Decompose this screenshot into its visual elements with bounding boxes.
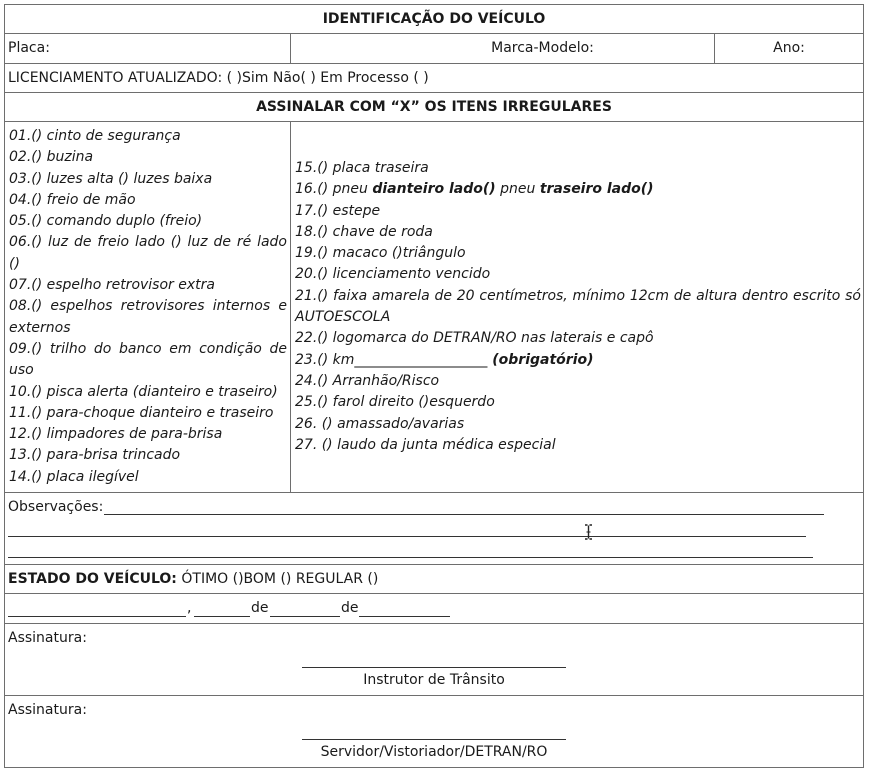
- signature-line[interactable]: [302, 667, 566, 668]
- item-text: 16.() pneu: [295, 181, 373, 198]
- observacoes-line-3[interactable]: [8, 557, 813, 558]
- date-year-blank[interactable]: [359, 616, 450, 617]
- list-item[interactable]: 13.() para-brisa trincado: [9, 447, 181, 464]
- list-item[interactable]: [295, 179, 861, 200]
- list-item[interactable]: 03.() luzes alta () luzes baixa: [9, 170, 213, 187]
- list-item[interactable]: 18.() chave de roda: [295, 223, 433, 240]
- placa-field[interactable]: Placa:: [8, 40, 50, 56]
- item-text-bold: (obrigatório): [487, 351, 594, 368]
- observacoes-line-1[interactable]: [104, 514, 824, 515]
- title-row: [5, 5, 863, 34]
- item-text: pneu: [495, 181, 540, 198]
- km-blank[interactable]: ___________________: [354, 351, 488, 368]
- list-item[interactable]: 05.() comando duplo (freio): [9, 213, 203, 230]
- list-item[interactable]: 07.() espelho retrovisor extra: [9, 277, 215, 294]
- list-item[interactable]: 06.() luz de freio lado () luz de ré lado (): [9, 234, 287, 272]
- date-de-2: de: [341, 600, 359, 616]
- list-item[interactable]: 19.() macaco ()triângulo: [295, 245, 466, 262]
- estado-options[interactable]: ÓTIMO ()BOM () REGULAR (): [176, 571, 379, 587]
- marca-modelo-field[interactable]: Marca-Modelo:: [491, 40, 594, 56]
- items-left-list: [9, 126, 287, 488]
- list-item[interactable]: 21.() faixa amarela de 20 centímetros, mínimo 12cm de altura dentro escrito só AUTOESCOLA: [295, 287, 861, 326]
- list-item[interactable]: 24.() Arranhão/Risco: [295, 372, 440, 389]
- estado-label: ESTADO DO VEÍCULO:: [8, 571, 177, 587]
- list-item[interactable]: 26. () amassado/avarias: [295, 415, 465, 432]
- estado-text[interactable]: [8, 565, 378, 593]
- signature-role: Instrutor de Trânsito: [363, 672, 505, 688]
- list-item[interactable]: 20.() licenciamento vencido: [295, 266, 491, 283]
- date-place-blank[interactable]: [8, 616, 186, 617]
- list-item[interactable]: 14.() placa ilegível: [9, 468, 139, 485]
- vehicle-form: [4, 4, 864, 768]
- estado-row: [5, 565, 863, 594]
- list-item[interactable]: 15.() placa traseira: [295, 160, 429, 176]
- date-day-blank[interactable]: [194, 616, 250, 617]
- vehicle-fields-row: [5, 34, 863, 64]
- list-item[interactable]: 02.() buzina: [9, 149, 94, 166]
- list-item[interactable]: 01.() cinto de segurança: [9, 128, 181, 144]
- signature-line[interactable]: [302, 739, 566, 740]
- list-item[interactable]: 08.() espelhos retrovisores internos e externos: [9, 298, 287, 336]
- licenciamento-text[interactable]: LICENCIAMENTO ATUALIZADO: ( )Sim Não( ) Em Processo ( ): [8, 70, 429, 86]
- signature-row-2: [5, 696, 863, 768]
- list-item[interactable]: 12.() limpadores de para-brisa: [9, 426, 223, 443]
- signature-row-1: [5, 624, 863, 696]
- item-text-bold: traseiro lado(): [539, 181, 654, 198]
- list-item[interactable]: 10.() pisca alerta (dianteiro e traseiro): [9, 383, 278, 400]
- section-heading-row: [5, 93, 863, 122]
- date-de-1: de: [251, 600, 269, 616]
- section-heading: ASSINALAR COM “X” OS ITENS IRREGULARES: [256, 99, 612, 115]
- signature-label: Assinatura:: [8, 630, 87, 646]
- observacoes-label: Observações:: [8, 499, 104, 515]
- date-row: [5, 594, 863, 624]
- item-text-bold: dianteiro lado(): [372, 181, 496, 198]
- items-row: [5, 122, 863, 493]
- text-cursor-icon: [584, 524, 593, 540]
- observacoes-line-2[interactable]: [8, 536, 806, 537]
- date-month-blank[interactable]: [270, 616, 340, 617]
- list-item[interactable]: 09.() trilho do banco em condição de uso: [9, 340, 287, 379]
- observacoes-row: [5, 493, 863, 565]
- signature-role: Servidor/Vistoriador/DETRAN/RO: [320, 744, 548, 760]
- list-item[interactable]: 04.() freio de mão: [9, 191, 136, 208]
- list-item[interactable]: [295, 350, 861, 371]
- date-separator: ,: [187, 600, 192, 616]
- list-item[interactable]: 27. () laudo da junta médica especial: [295, 436, 556, 453]
- ano-field[interactable]: Ano:: [773, 40, 805, 56]
- items-right-list: [295, 158, 861, 456]
- divider: [290, 122, 291, 492]
- list-item[interactable]: 25.() farol direito ()esquerdo: [295, 394, 495, 411]
- list-item[interactable]: 17.() estepe: [295, 202, 381, 219]
- signature-label: Assinatura:: [8, 702, 87, 718]
- item-text: 23.() km: [295, 351, 355, 368]
- list-item[interactable]: 22.() logomarca do DETRAN/RO nas laterais e capô: [295, 330, 654, 347]
- list-item[interactable]: 11.() para-choque dianteiro e traseiro: [9, 404, 274, 421]
- form-title: IDENTIFICAÇÃO DO VEÍCULO: [322, 11, 546, 27]
- licenciamento-row: [5, 64, 863, 93]
